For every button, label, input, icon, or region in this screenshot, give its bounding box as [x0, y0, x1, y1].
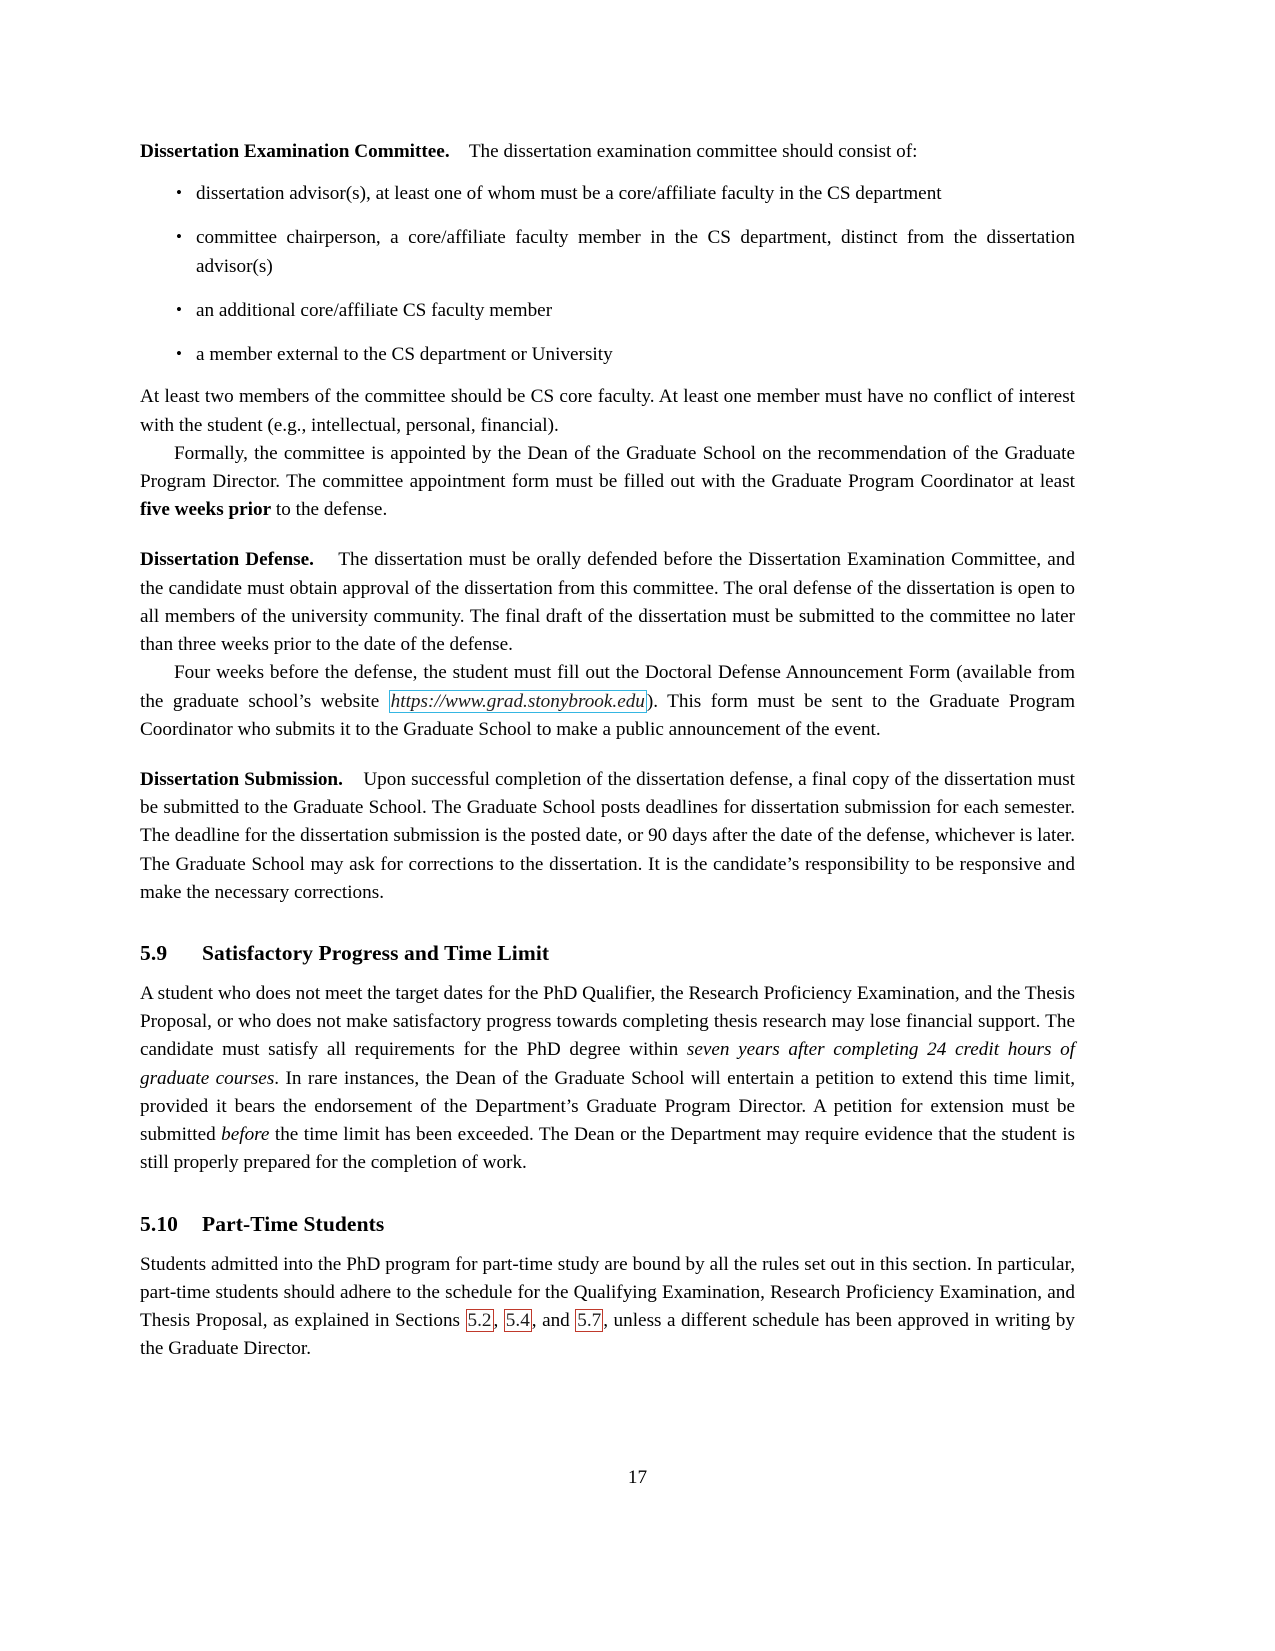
- cross-reference-5-2[interactable]: 5.2: [467, 1310, 492, 1331]
- section-heading-5-10: [140, 1212, 1075, 1237]
- page-content: [140, 138, 1075, 1363]
- s59-italic-1: seven years after completing 24 credit hours of graduate courses: [140, 1039, 1075, 1089]
- section-heading-5-9: [140, 941, 1075, 966]
- bullet-icon: •: [176, 227, 182, 247]
- cross-reference-5-7[interactable]: 5.7: [577, 1310, 602, 1331]
- defense-para2-part-b: ). This form must be sent to the Graduate Program Coordinator who submits it to the Graduate School to make a public announcement of the event.: [140, 690, 1076, 740]
- committee-para2-bold: five weeks prior: [140, 499, 272, 521]
- paragraph-section-5-10: [140, 1251, 1075, 1364]
- committee-lead-text: The dissertation examination committee should consist of:: [468, 141, 918, 162]
- s59-part-a: A student who does not meet the target dates for the PhD Qualifier, the Research Proficiency Examination, and the Thesis Proposal, or who does not make satisfactory progress towards completing thesis research may lose financial support. The candidate must satisfy all requirements for the PhD degree within: [140, 983, 1075, 1061]
- paragraph-committee-2: [140, 440, 1075, 525]
- section-number-5-10: 5.10: [140, 1211, 179, 1236]
- page-number: 17: [627, 1467, 648, 1488]
- section-number-5-9: 5.9: [140, 941, 168, 966]
- s510-sep-1: ,: [493, 1310, 504, 1331]
- s510-part-a: Students admitted into the PhD program for part-time study are bound by all the rules set out in this section. In particular, part-time students should adhere to the schedule for the Qualifying Examination, Research Proficiency Examination, and Thesis Proposal, as explained in Sections: [140, 1253, 1075, 1331]
- defense-para2-part-a: Four weeks before the defense, the student must fill out the Doctoral Defense Announcement Form (available from the graduate school’s website: [140, 662, 1075, 712]
- s59-part-b: . In rare instances, the Dean of the Graduate School will entertain a petition to extend this time limit, provided it bears the endorsement of the Department’s Graduate Program Director. A petition for extension must be submitted: [140, 1067, 1075, 1146]
- external-link-grad-school[interactable]: https://www.grad.stonybrook.edu: [390, 690, 645, 712]
- s510-part-b: , unless a different schedule has been approved in writing by the Graduate Director.: [140, 1310, 1075, 1360]
- committee-bullet-list: [140, 180, 1075, 369]
- section-title-5-9: Satisfactory Progress and Time Limit: [202, 941, 550, 966]
- section-title-5-10: Part-Time Students: [202, 1211, 385, 1236]
- s510-sep-2: , and: [531, 1310, 576, 1331]
- list-item: [140, 180, 1075, 208]
- defense-para1-text: The dissertation must be orally defended before the Dissertation Examination Committee, and the candidate must obtain approval of the dissertation from this committee. The oral defense of the dissertation is open to all members of the university community. The final draft of the dissertation must be submitted to the committee no later than three weeks prior to the date of the defense.: [140, 549, 1076, 656]
- bullet-icon: •: [176, 344, 182, 364]
- runin-heading-submission: Dissertation Submission.: [140, 768, 343, 790]
- bullet-icon: •: [176, 183, 182, 203]
- paragraph-committee-1: At least two members of the committee should be CS core faculty. At least one member must have no conflict of interest with the student (e.g., intellectual, personal, financial).: [140, 386, 1075, 436]
- submission-para1-text: Upon successful completion of the dissertation defense, a final copy of the dissertation must be submitted to the Graduate School. The Graduate School posts deadlines for dissertation submission for each semester. The deadline for the dissertation submission is the posted date, or 90 days after the date of the defense, whichever is later. The Graduate School may ask for corrections to the dissertation. It is the candidate’s responsibility to be responsive and make the necessary corrections.: [140, 768, 1076, 903]
- runin-heading-defense: Dissertation Defense.: [140, 549, 314, 571]
- list-item: [140, 341, 1075, 369]
- committee-para2-part-b: to the defense.: [271, 499, 388, 521]
- list-item-label: a member external to the CS department or University: [196, 344, 613, 366]
- paragraph-section-5-9: [140, 980, 1075, 1178]
- paragraph-committee-intro: [140, 138, 1075, 166]
- cross-reference-5-4[interactable]: 5.4: [505, 1310, 530, 1331]
- paragraph-defense-1: [140, 546, 1075, 659]
- s59-part-c: the time limit has been exceeded. The Dean or the Department may require evidence that the student is still properly prepared for the completion of work.: [140, 1124, 1075, 1174]
- paragraph-defense-2: [140, 659, 1075, 744]
- list-item: [140, 297, 1075, 325]
- list-item-label: committee chairperson, a core/affiliate faculty member in the CS department, distinct from the dissertation advisor(s): [196, 227, 1075, 277]
- s59-italic-2: before: [221, 1124, 270, 1146]
- paragraph-submission-1: [140, 766, 1075, 907]
- list-item: [140, 224, 1075, 280]
- committee-para2-part-a: Formally, the committee is appointed by the Dean of the Graduate School on the recommendation of the Graduate Program Director. The committee appointment form must be filled out with the Graduate Program Coordinator at least: [140, 442, 1075, 492]
- bullet-icon: •: [176, 299, 182, 319]
- list-item-label: dissertation advisor(s), at least one of whom must be a core/affiliate faculty in the CS department: [196, 183, 942, 205]
- list-item-label: an additional core/affiliate CS faculty member: [196, 299, 553, 321]
- runin-heading-committee: Dissertation Examination Committee.: [140, 141, 450, 162]
